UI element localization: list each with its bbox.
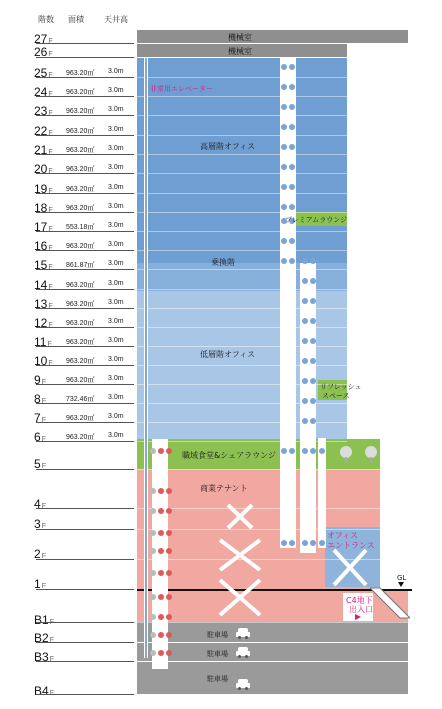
tree-icon	[338, 445, 380, 465]
ceiling-height: 3.0m	[108, 337, 124, 344]
floor-underline	[36, 327, 134, 328]
elevator-stop-dot	[150, 508, 156, 514]
floor-underline	[36, 154, 134, 155]
elevator-stop-dot	[302, 318, 308, 324]
floor-suffix: F	[48, 149, 53, 156]
elevator-stop-dot	[289, 164, 295, 170]
floor-suffix: F	[48, 72, 53, 79]
emergency-elevator-core	[145, 58, 147, 658]
floor-suffix: F	[48, 226, 53, 233]
floor-suffix: F	[41, 463, 46, 470]
floor-label	[34, 410, 46, 426]
header-area: 面積	[68, 15, 84, 24]
floor-suffix: F	[47, 341, 52, 348]
floor-area: 963.20㎡	[66, 89, 95, 96]
floor-underline	[36, 384, 134, 385]
floor-label	[34, 123, 53, 139]
elevator-stop-dot	[281, 164, 287, 170]
b3-parking-block	[137, 643, 408, 661]
floor-number: 13	[34, 297, 48, 311]
floor-label	[34, 630, 54, 646]
c4-ramp-icon	[370, 580, 410, 620]
floor-area: 963.20㎡	[66, 339, 95, 346]
floor-underline	[36, 212, 134, 213]
low-elevator-shaft-a	[300, 263, 316, 553]
floor-suffix: F	[49, 619, 54, 626]
elevator-stop-dot	[281, 540, 287, 546]
floor-underline	[36, 57, 134, 58]
floor-label	[34, 429, 46, 445]
floor-label	[34, 353, 53, 369]
floor-divider	[137, 250, 347, 251]
refresh-label-2: スペース	[322, 392, 350, 400]
elevator-stop-dot	[310, 278, 316, 284]
elevator-stop-dot	[302, 448, 308, 454]
elevator-stop-dot	[166, 632, 172, 638]
floor-area: 963.20㎡	[66, 128, 95, 135]
floor-label	[34, 103, 53, 119]
floor-number: 18	[34, 201, 48, 215]
floor-underline	[36, 441, 134, 442]
elevator-stop-dot	[302, 378, 308, 384]
elevator-stop-dot	[158, 548, 164, 554]
elevator-stop-dot	[281, 144, 287, 150]
header-floors: 階数	[38, 15, 54, 24]
floor-underline	[36, 622, 134, 623]
elevator-stop-dot	[166, 650, 172, 656]
floor-suffix: F	[41, 553, 46, 560]
elevator-stop-dot	[281, 184, 287, 190]
elevator-stop-dot	[319, 540, 325, 546]
elevator-stop-dot	[310, 418, 316, 424]
floor-divider	[137, 469, 380, 470]
floor-divider	[137, 212, 347, 213]
floor-area: 963.20㎡	[66, 243, 95, 250]
floor-divider	[137, 231, 347, 232]
machine-room-26f-label: 機械室	[228, 47, 252, 56]
floor-number: 8	[34, 392, 41, 406]
ceiling-height: 3.0m	[108, 260, 124, 267]
c4-arrow-icon	[355, 614, 361, 620]
floor-divider	[137, 193, 347, 194]
elevator-stop-dot	[150, 650, 156, 656]
elevator-stop-dot	[281, 204, 287, 210]
floor-area: 963.20㎡	[66, 377, 95, 384]
elevator-stop-dot	[289, 104, 295, 110]
cafeteria-label: 職域食堂&シェアラウンジ	[182, 451, 276, 460]
ceiling-height: 3.0m	[108, 68, 124, 75]
floor-number: 15	[34, 258, 48, 272]
elevator-stop-dot	[302, 338, 308, 344]
elevator-stop-dot	[319, 448, 325, 454]
high-elevator-shaft	[280, 58, 296, 548]
floor-area: 963.20㎡	[66, 320, 95, 327]
floor-label	[34, 496, 46, 512]
floor-number: 25	[34, 66, 48, 80]
elevator-stop-dot	[281, 258, 287, 264]
floor-suffix: F	[48, 264, 53, 271]
floor-underline	[36, 559, 134, 560]
floor-number: 2	[34, 547, 41, 561]
elevator-stop-dot	[158, 488, 164, 494]
floor-underline	[36, 642, 134, 643]
elevator-stop-dot	[281, 84, 287, 90]
ceiling-height: 3.0m	[108, 356, 124, 363]
elevator-stop-dot	[302, 278, 308, 284]
floor-number: 6	[34, 430, 41, 444]
floor-suffix: F	[41, 379, 46, 386]
elevator-stop-dot	[302, 398, 308, 404]
floor-underline	[36, 346, 134, 347]
elevator-stop-dot	[150, 530, 156, 536]
floor-label	[34, 612, 54, 628]
floor-underline	[36, 694, 134, 695]
floor-suffix: F	[48, 110, 53, 117]
elevator-stop-dot	[289, 124, 295, 130]
elevator-stop-dot	[158, 508, 164, 514]
premium-lounge-label: プレミアムラウンジ	[285, 216, 348, 224]
floor-underline	[36, 115, 134, 116]
floor-underline	[36, 231, 134, 232]
elevator-stop-dot	[310, 298, 316, 304]
b4-parking-block	[137, 662, 408, 694]
elevator-stop-dot	[289, 144, 295, 150]
floor-label	[34, 391, 46, 407]
elevator-stop-dot	[310, 448, 316, 454]
floor-area: 963.20㎡	[66, 108, 95, 115]
floor-underline	[36, 403, 134, 404]
floor-number: B3	[34, 650, 49, 664]
floor-suffix: F	[48, 322, 53, 329]
floor-suffix: F	[49, 637, 54, 644]
floor-number: B2	[34, 631, 49, 645]
floor-number: 10	[34, 354, 48, 368]
machine-room-27f	[137, 30, 408, 43]
elevator-stop-dot	[310, 540, 316, 546]
elevator-stop-dot	[150, 448, 156, 454]
floor-divider	[137, 115, 347, 116]
elevator-stop-dot	[302, 540, 308, 546]
floor-label	[34, 219, 53, 235]
floor-number: 20	[34, 162, 48, 176]
floor-divider	[137, 661, 408, 662]
floor-number: B4	[34, 684, 49, 698]
floor-underline	[36, 96, 134, 97]
floor-suffix: F	[48, 38, 53, 45]
car-icon	[236, 678, 250, 690]
low-office-label: 低層階オフィス	[200, 350, 256, 359]
floor-label	[34, 65, 53, 81]
elevator-stop-dot	[289, 204, 295, 210]
floor-label	[34, 181, 53, 197]
commercial-label: 商業テナント	[200, 484, 248, 493]
floor-label	[34, 200, 53, 216]
ceiling-height: 3.0m	[108, 413, 124, 420]
ceiling-height: 3.0m	[108, 106, 124, 113]
floor-area: 963.20㎡	[66, 166, 95, 173]
parking-b3-label: 駐車場	[207, 650, 228, 658]
ceiling-height: 3.0m	[108, 241, 124, 248]
floor-number: 11	[34, 335, 47, 349]
floor-underline	[36, 589, 134, 590]
floor-number: 12	[34, 316, 48, 330]
floor-label	[34, 161, 53, 177]
elevator-stop-dot	[310, 338, 316, 344]
floor-underline	[36, 508, 134, 509]
floor-number: 3	[34, 517, 41, 531]
floor-suffix: F	[41, 523, 46, 530]
elevator-stop-dot	[281, 124, 287, 130]
floor-underline	[36, 289, 134, 290]
parking-b4-label: 駐車場	[207, 675, 228, 683]
ceiling-height: 3.0m	[108, 126, 124, 133]
elevator-stop-dot	[289, 64, 295, 70]
elevator-stop-dot	[281, 104, 287, 110]
floor-divider	[137, 642, 408, 643]
floor-number: 17	[34, 220, 48, 234]
floor-number: 14	[34, 278, 48, 292]
floor-underline	[36, 308, 134, 309]
floor-label	[34, 84, 53, 100]
ceiling-height: 3.0m	[108, 318, 124, 325]
ceiling-height: 3.0m	[108, 394, 124, 401]
floor-suffix: F	[41, 398, 46, 405]
floor-number: 23	[34, 104, 48, 118]
elevator-stop-dot	[289, 84, 295, 90]
elevator-stop-dot	[310, 258, 316, 264]
elevator-stop-dot	[302, 418, 308, 424]
floor-number: 9	[34, 373, 41, 387]
elevator-stop-dot	[166, 594, 172, 600]
floor-suffix: F	[49, 656, 54, 663]
ceiling-height: 3.0m	[108, 203, 124, 210]
floor-suffix: F	[48, 360, 53, 367]
floor-area: 861.87㎡	[66, 262, 95, 269]
gl-label: GL	[397, 574, 407, 582]
floor-number: 21	[34, 143, 48, 157]
car-icon	[236, 646, 250, 658]
elevator-stop-dot	[158, 530, 164, 536]
high-office-label: 高層階オフィス	[200, 142, 256, 151]
floor-divider	[137, 96, 347, 97]
floor-suffix: F	[48, 168, 53, 175]
elevator-stop-dot	[289, 184, 295, 190]
ceiling-height: 3.0m	[108, 184, 124, 191]
emergency-elevator-label: 非常用エレベーター	[150, 85, 213, 93]
floor-underline	[36, 135, 134, 136]
elevator-stop-dot	[289, 258, 295, 264]
floor-label	[34, 649, 54, 665]
elevator-stop-dot	[289, 540, 295, 546]
elevator-stop-dot	[158, 632, 164, 638]
elevator-stop-dot	[281, 238, 287, 244]
elevator-stop-dot	[166, 570, 172, 576]
floor-area: 732.46㎡	[66, 396, 95, 403]
floor-area: 963.20㎡	[66, 205, 95, 212]
floor-label	[34, 142, 53, 158]
floor-underline	[36, 250, 134, 251]
c4-label-1: C4地下	[346, 596, 373, 605]
elevator-stop-dot	[310, 398, 316, 404]
floor-label	[34, 257, 53, 273]
floor-number: 4	[34, 497, 41, 511]
floor-number: 24	[34, 85, 48, 99]
elevator-stop-dot	[310, 318, 316, 324]
floor-area: 963.20㎡	[66, 434, 95, 441]
elevator-stop-dot	[158, 650, 164, 656]
floor-suffix: F	[49, 690, 54, 697]
ceiling-height: 3.0m	[108, 432, 124, 439]
floor-suffix: F	[41, 503, 46, 510]
ceiling-height: 3.0m	[108, 375, 124, 382]
ceiling-height: 3.0m	[108, 87, 124, 94]
elevator-stop-dot	[166, 548, 172, 554]
floor-number: 7	[34, 411, 41, 425]
elevator-stop-dot	[166, 448, 172, 454]
elevator-stop-dot	[166, 508, 172, 514]
elevator-stop-dot	[281, 448, 287, 454]
escalator-icon	[200, 500, 280, 625]
elevator-stop-dot	[302, 298, 308, 304]
floor-number: 1	[34, 577, 41, 591]
elevator-stop-dot	[150, 632, 156, 638]
floor-label	[34, 334, 52, 350]
floor-underline	[36, 469, 134, 470]
floor-number: 16	[34, 239, 48, 253]
floor-area: 963.20㎡	[66, 186, 95, 193]
elevator-stop-dot	[310, 358, 316, 364]
elevator-stop-dot	[158, 594, 164, 600]
ceiling-height: 3.0m	[108, 299, 124, 306]
elevator-stop-dot	[166, 530, 172, 536]
elevator-stop-dot	[281, 64, 287, 70]
elevator-stop-dot	[289, 238, 295, 244]
transfer-floor-label: 乗換階	[211, 258, 235, 267]
floor-underline	[36, 661, 134, 662]
elevator-stop-dot	[166, 488, 172, 494]
elevator-stop-dot	[158, 614, 164, 620]
floor-number: 26	[34, 45, 48, 59]
office-entrance-label-1: オフィス	[327, 531, 359, 540]
floor-suffix: F	[48, 284, 53, 291]
floor-area: 963.20㎡	[66, 358, 95, 365]
floor-divider	[137, 135, 347, 136]
elevator-stop-dot	[150, 548, 156, 554]
floor-suffix: F	[41, 436, 46, 443]
floor-underline	[36, 193, 134, 194]
floor-area: 963.20㎡	[66, 282, 95, 289]
elevator-stop-dot	[302, 258, 308, 264]
elevator-stop-dot	[150, 594, 156, 600]
machine-room-27f-label: 機械室	[228, 33, 252, 42]
floor-label	[34, 238, 53, 254]
floor-label	[34, 277, 53, 293]
floor-number: 5	[34, 457, 41, 471]
floor-underline	[36, 269, 134, 270]
floor-label	[34, 372, 46, 388]
low-elevator-shaft-b	[318, 438, 326, 548]
entrance-escalator-icon	[326, 545, 376, 590]
floor-suffix: F	[48, 188, 53, 195]
floor-suffix: F	[41, 417, 46, 424]
ceiling-height: 3.0m	[108, 222, 124, 229]
floor-suffix: F	[41, 583, 46, 590]
header-ceiling: 天井高	[104, 15, 128, 24]
ceiling-height: 3.0m	[108, 280, 124, 287]
refresh-label-1: リフレッシュ	[320, 383, 362, 391]
floor-underline	[36, 529, 134, 530]
floor-divider	[137, 173, 347, 174]
b2-parking-block	[137, 622, 408, 642]
floor-underline	[36, 365, 134, 366]
elevator-stop-dot	[166, 614, 172, 620]
floor-label	[34, 683, 54, 699]
elevator-stop-dot	[150, 614, 156, 620]
floor-area: 963.20㎡	[66, 301, 95, 308]
floor-area: 553.18㎡	[66, 224, 95, 231]
floor-number: 19	[34, 182, 48, 196]
elevator-stop-dot	[158, 448, 164, 454]
floor-suffix: F	[48, 91, 53, 98]
c4-label-2: 出入口	[349, 605, 373, 614]
ceiling-height: 3.0m	[108, 164, 124, 171]
floor-suffix: F	[48, 51, 53, 58]
floor-suffix: F	[48, 303, 53, 310]
floor-label	[34, 296, 53, 312]
elevator-stop-dot	[150, 570, 156, 576]
floor-suffix: F	[48, 207, 53, 214]
floor-label	[34, 315, 53, 331]
floor-number: B1	[34, 613, 49, 627]
office-entrance-label-2: エントランス	[327, 541, 375, 550]
elevator-stop-dot	[150, 488, 156, 494]
floor-divider	[137, 694, 408, 695]
elevator-stop-dot	[289, 448, 295, 454]
elevator-stop-dot	[302, 358, 308, 364]
floor-number: 27	[34, 32, 48, 46]
floor-underline	[36, 422, 134, 423]
floor-area: 963.20㎡	[66, 415, 95, 422]
floor-divider	[137, 77, 347, 78]
floor-underline	[36, 173, 134, 174]
floor-number: 22	[34, 124, 48, 138]
floor-underline	[36, 77, 134, 78]
ceiling-height: 3.0m	[108, 145, 124, 152]
car-icon	[236, 627, 250, 639]
elevator-stop-dot	[310, 378, 316, 384]
floor-divider	[137, 154, 347, 155]
parking-b2-label: 駐車場	[207, 631, 228, 639]
floor-suffix: F	[48, 130, 53, 137]
floor-area: 963.20㎡	[66, 70, 95, 77]
floor-suffix: F	[48, 245, 53, 252]
floor-area: 963.20㎡	[66, 147, 95, 154]
elevator-stop-dot	[158, 570, 164, 576]
